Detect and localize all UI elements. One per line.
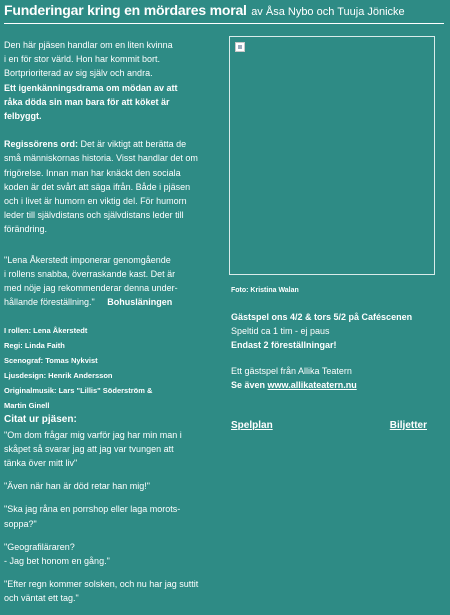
performance-info	[231, 310, 441, 392]
credit-item: Ljusdesign: Henrik Andersson	[4, 371, 113, 381]
intro-bold-line: Ett igenkänningsdrama om mödan av att	[4, 82, 178, 93]
biljetter-link[interactable]: Biljetter	[389, 420, 427, 431]
director-line: frigörelse. Innan man har knäckt den sociala	[4, 167, 181, 178]
left-column	[4, 38, 219, 615]
performance-count: Endast 2 föreställningar!	[231, 340, 337, 350]
review-line: i rollens snabba, överraskande kast. Det är	[4, 268, 176, 279]
review-line: med nöje jag rekommenderar denna under-	[4, 283, 178, 294]
director-first-line: Regissörens ord: Det är viktigt att berätta de	[4, 139, 187, 150]
director-line: leder till självdistans och självdistans leder till	[4, 210, 184, 221]
director-label: Regissörens ord:	[4, 139, 79, 150]
credits-list	[4, 323, 219, 413]
quote-item: "Ska jag råna en porrshop eller laga morots- soppa?"	[4, 504, 181, 529]
intro-bold-line: råka döda sin man bara för att köket är	[4, 96, 170, 107]
page-header	[4, 2, 444, 24]
director-line: och i livet är humorn en viktig del. För humorn	[4, 196, 187, 207]
see-also: Se även www.allikateatern.nu	[231, 380, 357, 390]
director-line: koden är det svårt att säga ifrån. Både i pjäsen	[4, 181, 191, 192]
performance-dates: Gästspel ons 4/2 & tors 5/2 på Caféscenen	[231, 312, 413, 322]
credit-item: I rollen: Lena Åkerstedt	[4, 326, 88, 336]
intro-bold-line: felbyggt.	[4, 111, 42, 122]
page-title: Funderingar kring en mördares moral	[4, 2, 247, 18]
allika-link[interactable]: www.allikateatern.nu	[267, 380, 357, 390]
quotes-heading: Citat ur pjäsen:	[4, 414, 77, 426]
intro-line: Bortprioriterad av sig själv och andra.	[4, 68, 153, 79]
credit-item: Regi: Linda Faith	[4, 341, 65, 351]
guest-from: Ett gästspel från Allika Teatern	[231, 366, 352, 376]
quote-item: "Efter regn kommer solsken, och nu har jag suttit och väntat ett tag."	[4, 579, 199, 604]
credit-item: Originalmusik: Lars "Lillis" Söderström &	[4, 386, 153, 396]
director-line: små människornas historia. Visst handlar det om	[4, 153, 198, 164]
credit-item: Martin Ginell	[4, 401, 50, 411]
quote-item: "Även när han är död retar han mig!"	[4, 481, 150, 492]
quote-item: "Geografiläraren? - Jag bet honom en gång."	[4, 541, 110, 567]
intro-line: i en för stor värld. Hon har kommit bort.	[4, 54, 161, 65]
duration: Speltid ca 1 tim - ej paus	[231, 326, 330, 336]
director-line: förändring.	[4, 224, 48, 235]
intro-line: Den här pjäsen handlar om en liten kvinna	[4, 40, 173, 50]
review-last-line: hållande föreställning." Bohusläningen	[4, 297, 173, 308]
production-photo	[229, 36, 435, 275]
broken-image-icon	[235, 42, 245, 52]
review-line: "Lena Åkerstedt imponerar genomgående	[4, 254, 171, 265]
review-source: Bohusläningen	[107, 297, 173, 308]
credit-item: Scenograf: Tomas Nykvist	[4, 356, 98, 366]
quote-item: "Om dom frågar mig varför jag har min man i skåpet så svarar jag att jag var tvungen att tänka över mitt liv"	[4, 429, 182, 469]
authors: av Åsa Nybo och Tuuja Jönicke	[251, 6, 405, 18]
photo-credit: Foto: Kristina Walan	[231, 287, 299, 294]
spelplan-link[interactable]: Spelplan	[231, 420, 273, 431]
